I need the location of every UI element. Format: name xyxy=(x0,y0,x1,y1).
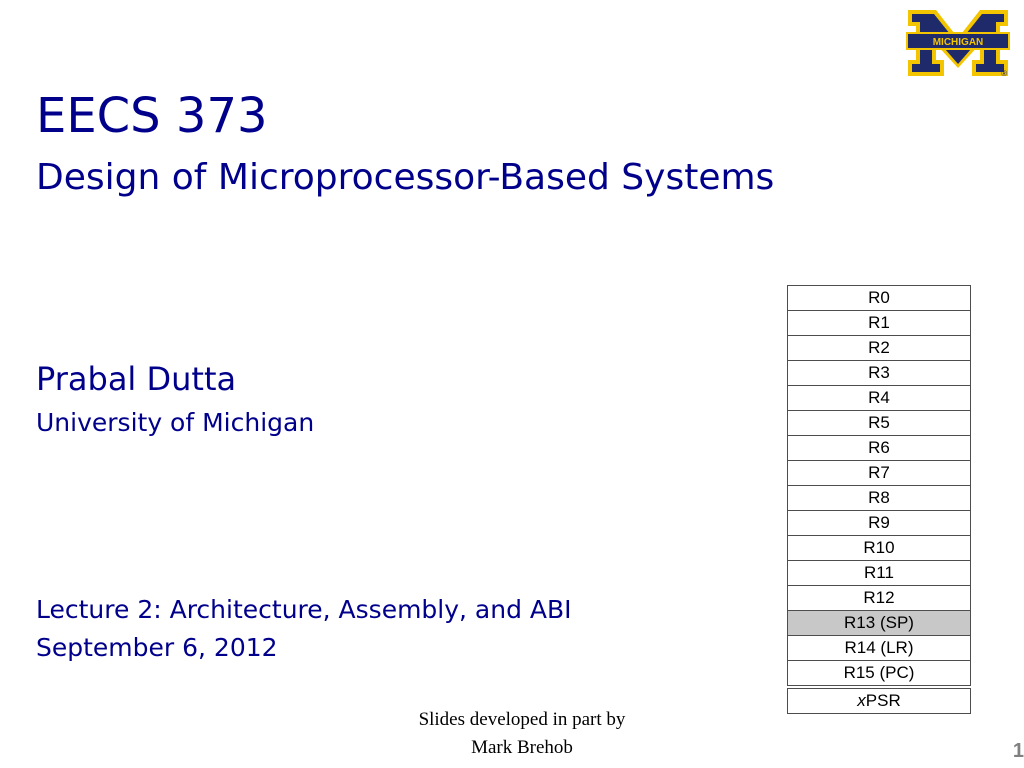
author-affiliation: University of Michigan xyxy=(36,408,315,437)
course-title: Design of Microprocessor-Based Systems xyxy=(36,157,775,198)
register-cell: R10 xyxy=(788,536,971,561)
psr-suffix: PSR xyxy=(865,691,901,710)
psr-row xyxy=(788,689,971,714)
course-code: EECS 373 xyxy=(36,88,268,144)
register-cell: R2 xyxy=(788,336,971,361)
register-row xyxy=(788,411,971,436)
register-row xyxy=(788,436,971,461)
register-file-table xyxy=(787,285,971,714)
register-row xyxy=(788,336,971,361)
register-cell: R5 xyxy=(788,411,971,436)
register-cell: R1 xyxy=(788,311,971,336)
lecture-date: September 6, 2012 xyxy=(36,633,278,662)
register-cell: R12 xyxy=(788,586,971,611)
register-cell: R9 xyxy=(788,511,971,536)
lecture-title: Lecture 2: Architecture, Assembly, and ABI xyxy=(36,595,572,624)
register-cell: R11 xyxy=(788,561,971,586)
psr-prefix: x xyxy=(857,691,866,710)
register-cell: R14 (LR) xyxy=(788,636,971,661)
register-row xyxy=(788,486,971,511)
register-row xyxy=(788,311,971,336)
register-row xyxy=(788,361,971,386)
register-cell: R15 (PC) xyxy=(788,661,971,686)
register-cell: R3 xyxy=(788,361,971,386)
page-number: 1 xyxy=(1012,740,1024,762)
register-row xyxy=(788,561,971,586)
register-row xyxy=(788,661,971,686)
register-row xyxy=(788,286,971,311)
register-row xyxy=(788,386,971,411)
register-cell: R8 xyxy=(788,486,971,511)
author-name: Prabal Dutta xyxy=(36,360,237,398)
credit-line-2: Mark Brehob xyxy=(471,737,573,758)
register-cell: R4 xyxy=(788,386,971,411)
logo-wordmark: MICHIGAN xyxy=(932,37,984,48)
register-row xyxy=(788,536,971,561)
register-cell: R13 (SP) xyxy=(788,611,971,636)
register-rows xyxy=(788,286,971,714)
register-row xyxy=(788,611,971,636)
register-cell: R7 xyxy=(788,461,971,486)
slide-credit xyxy=(372,706,672,762)
register-row xyxy=(788,511,971,536)
register-row xyxy=(788,586,971,611)
michigan-logo xyxy=(906,8,1010,78)
registered-mark: ® xyxy=(1001,69,1007,78)
register-row xyxy=(788,636,971,661)
register-cell: R6 xyxy=(788,436,971,461)
register-row xyxy=(788,461,971,486)
register-cell: R0 xyxy=(788,286,971,311)
credit-line-1: Slides developed in part by xyxy=(418,709,626,730)
psr-cell xyxy=(788,689,971,714)
